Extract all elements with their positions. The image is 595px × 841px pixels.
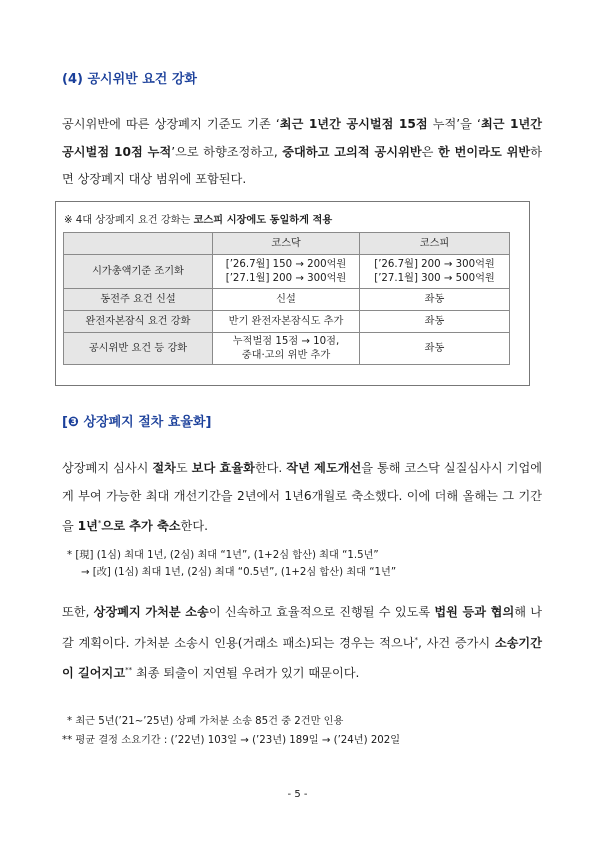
row-label: 동전주 요건 신설 (64, 289, 213, 311)
table-header-cell: 코스닥 (213, 233, 360, 255)
bold-run: 중대하고 고의적 공시위반 (282, 144, 422, 159)
paragraph-procedure (62, 455, 542, 541)
text-run: 은 (421, 144, 438, 159)
bold-run: 법원 등과 협의 (434, 605, 515, 619)
text-run: 도 (175, 461, 192, 475)
text-run: 이 신속하고 효율적으로 진행될 수 있도록 (208, 605, 435, 619)
bold-run: 최근 1년간 공시벌점 15점 (279, 117, 428, 131)
table-header-row (64, 233, 510, 255)
bold-run: 한 번이라도 위반 (437, 144, 531, 159)
footnote-mark: * (414, 635, 418, 644)
text-run: 한다. (180, 519, 208, 534)
table-row (64, 311, 510, 333)
comparison-table (63, 232, 510, 365)
kospi-cell: 좌동 (360, 333, 510, 365)
note-revised: → [改] (1심) 최대 1년, (2심) 최대 “0.5년”, (1+2심 합산) 최대 “1년” (81, 567, 397, 578)
table-header-cell: 코스피 (360, 233, 510, 255)
box-note-prefix: ※ 4대 상장폐지 요건 강화는 (64, 215, 194, 226)
section-title-procedure: [❸ 상장폐지 절차 효율화] (62, 415, 212, 430)
bold-run: 소송기간이 길어지고 (62, 635, 542, 681)
section-title-disclosure: (4) 공시위반 요건 강화 (62, 72, 197, 87)
bold-run: 절차 (152, 461, 176, 475)
text-run: ’으로 하향조정하고, (171, 144, 283, 159)
page-number: - 5 - (287, 789, 308, 800)
text-run: , 사건 증가시 (418, 635, 495, 650)
cell-line: 누적벌점 15점 → 10점, (232, 335, 340, 347)
bold-run: 으로 추가 축소 (101, 519, 181, 534)
text-run: 한다. (254, 461, 287, 475)
footnote-mark: ** (125, 666, 133, 675)
text-run: 하면 상장폐지 대상 범위에 포함된다. (62, 144, 542, 186)
footnote-decision-period: ** 평균 결정 소요기간 : (’22년) 103일 → (’23년) 189일 → (’24년) 202일 (62, 735, 401, 746)
cell-line: [’27.1월] 200 → 300억원 (225, 272, 347, 284)
row-label: 시가총액기준 조기화 (64, 255, 213, 289)
text-run: 최종 퇴출이 지연될 우려가 있기 때문이다. (132, 666, 360, 681)
text-run: 공시위반에 따른 상장폐지 기준도 기존 ‘ (62, 117, 280, 131)
box-note (64, 211, 332, 226)
row-label: 공시위반 요건 등 강화 (64, 333, 213, 365)
text-run: 누적’을 ‘ (427, 117, 481, 131)
bold-run: 상장폐지 가처분 소송 (93, 605, 209, 619)
text-run: 을 통해 코스닥 실질심사시 기업에게 부여 가능한 최대 개선기간을 2년에서 1년6개월로 축소했다. 이에 더해 올해는 그 기간을 (62, 461, 543, 534)
cell-line: [’26.7월] 150 → 200억원 (225, 258, 347, 270)
kosdaq-cell (213, 255, 360, 289)
kosdaq-cell (213, 333, 360, 365)
note-current: * [現] (1심) 최대 1년, (2심) 최대 “1년”, (1+2심 합산) 최대 “1.5년” (67, 550, 379, 561)
kosdaq-cell: 신설 (213, 289, 360, 311)
footnote-mark: * (97, 519, 102, 527)
paragraph-injunction (62, 599, 542, 688)
text-run: 상장폐지 심사시 (62, 461, 153, 475)
bold-run: 1년 (77, 519, 98, 534)
table-row (64, 255, 510, 289)
cell-line: 중대·고의 위반 추가 (241, 349, 331, 361)
kospi-cell: 좌동 (360, 311, 510, 333)
comparison-box (55, 201, 530, 386)
box-note-bold: 코스피 시장에도 동일하게 적용 (193, 215, 333, 226)
kospi-cell (360, 255, 510, 289)
bold-run: 보다 효율화 (191, 461, 255, 475)
row-label: 완전자본잠식 요건 강화 (64, 311, 213, 333)
bold-run: 최근 1년간 공시벌점 10점 누적 (62, 117, 542, 159)
kosdaq-cell: 반기 완전자본잠식도 추가 (213, 311, 360, 333)
table-header-cell (64, 233, 213, 255)
cell-line: [’27.1월] 300 → 500억원 (374, 272, 495, 284)
bold-run: 작년 제도개선 (286, 461, 362, 475)
table-row (64, 333, 510, 365)
paragraph-disclosure-violation (62, 111, 542, 194)
text-run: 해 나갈 계획이다. 가처분 소송시 인용(거래소 패소)되는 경우는 적으나 (62, 605, 542, 650)
table-row (64, 289, 510, 311)
kospi-cell: 좌동 (360, 289, 510, 311)
footnote-injunction-cases: * 최근 5년(’21~’25년) 상폐 가처분 소송 85건 중 2건만 인용 (67, 716, 344, 727)
text-run: 또한, (62, 605, 94, 619)
cell-line: [’26.7월] 200 → 300억원 (374, 258, 495, 270)
